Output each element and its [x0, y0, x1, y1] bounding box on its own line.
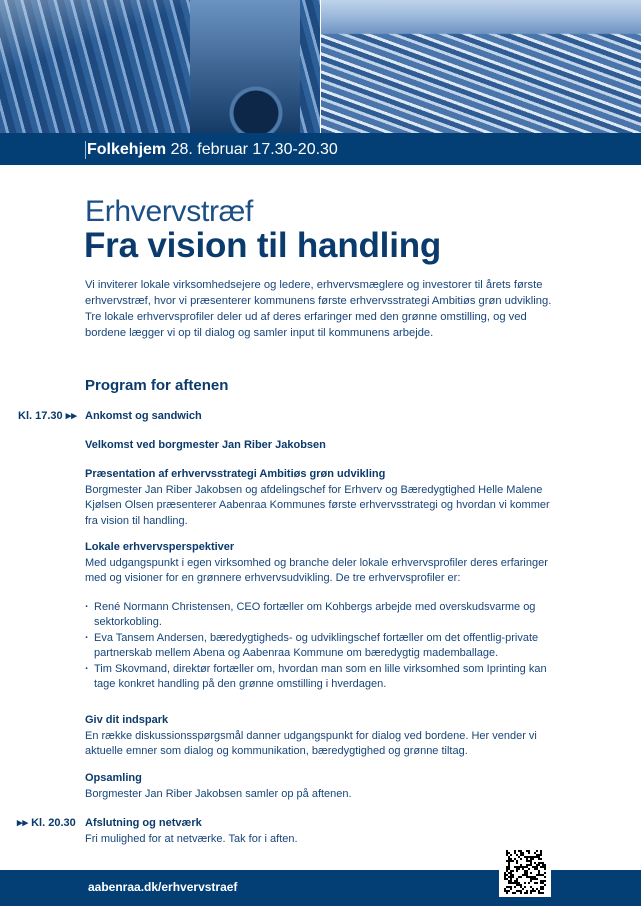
qr-module [526, 872, 528, 874]
qr-module [520, 854, 522, 856]
qr-module [506, 874, 508, 876]
qr-module [524, 892, 526, 894]
program-item [85, 713, 555, 760]
qr-module [530, 872, 532, 874]
program-item [85, 438, 555, 454]
qr-module [512, 892, 514, 894]
speaker-item: · Eva Tansem Andersen, bæredygtigheds- og udviklingschef fortæller om det offentlig-private partnerskab mellem Abena og Aabenraa Kommune om bæredygtig mademballage. [85, 631, 555, 662]
qr-module [534, 882, 536, 884]
qr-module [522, 854, 524, 856]
qr-module [504, 890, 506, 892]
qr-module [530, 876, 532, 878]
qr-module [536, 856, 538, 858]
qr-module [532, 856, 534, 858]
qr-module [536, 882, 538, 884]
qr-module [504, 888, 506, 890]
qr-module [520, 892, 522, 894]
qr-module [540, 880, 542, 882]
end-time: ▸▸ Kl. 20.30 [17, 817, 76, 829]
qr-module [504, 874, 506, 876]
qr-code[interactable] [499, 847, 551, 897]
qr-module [516, 880, 518, 882]
qr-module [538, 864, 540, 866]
qr-module [506, 892, 508, 894]
qr-module [528, 868, 530, 870]
program-item-heading: Præsentation af erhvervsstrategi Ambitiøs grøn udvikling [85, 468, 386, 480]
qr-module [510, 888, 512, 890]
qr-module [538, 892, 540, 894]
qr-module [510, 878, 512, 880]
qr-module [512, 882, 514, 884]
qr-module [534, 868, 536, 870]
qr-module [538, 858, 540, 860]
qr-module [506, 868, 508, 870]
qr-module [528, 850, 530, 852]
qr-module [538, 870, 540, 872]
header-photo-town [321, 0, 641, 133]
qr-module [506, 890, 508, 892]
qr-module [506, 850, 508, 852]
qr-module [526, 864, 528, 866]
program-item-text: En række diskussionsspørgsmål danner udgangspunkt for dialog ved bordene. Her vender vi aktuelle emner som dialog og kommunikation, bæredygtighed og grønne tiltag. [85, 729, 537, 757]
program-item [85, 409, 555, 425]
qr-module [542, 886, 544, 888]
qr-module [540, 852, 542, 854]
qr-module [536, 868, 538, 870]
qr-module [512, 870, 514, 872]
qr-module [530, 880, 532, 882]
qr-module [520, 852, 522, 854]
qr-module [520, 850, 522, 852]
qr-module [544, 876, 546, 878]
qr-module [540, 854, 542, 856]
qr-module [506, 878, 508, 880]
program-item [85, 540, 555, 693]
qr-module [512, 874, 514, 876]
program-item-text: Fri mulighed for at netværke. Tak for i aften. [85, 832, 298, 845]
qr-module [508, 886, 510, 888]
qr-module [506, 866, 508, 868]
qr-module [528, 864, 530, 866]
qr-module [524, 856, 526, 858]
qr-module [538, 856, 540, 858]
qr-module [520, 890, 522, 892]
qr-module [504, 876, 506, 878]
qr-module [528, 876, 530, 878]
qr-module [516, 870, 518, 872]
qr-module [508, 882, 510, 884]
qr-module [532, 890, 534, 892]
qr-module [530, 878, 532, 880]
qr-module [516, 884, 518, 886]
qr-module [518, 866, 520, 868]
truck-image [190, 0, 300, 133]
qr-module [536, 864, 538, 866]
qr-module [544, 866, 546, 868]
kicker: Erhvervstræf [85, 195, 254, 228]
qr-module [516, 854, 518, 856]
qr-module [544, 884, 546, 886]
qr-module [526, 874, 528, 876]
program-item-heading: Velkomst ved borgmester Jan Riber Jakobsen [85, 439, 326, 451]
program-item [85, 816, 555, 847]
qr-module [540, 892, 542, 894]
qr-module [522, 868, 524, 870]
event-info [85, 141, 338, 159]
qr-module [526, 892, 528, 894]
qr-module [508, 860, 510, 862]
qr-module [536, 866, 538, 868]
qr-module [534, 878, 536, 880]
qr-module [510, 858, 512, 860]
qr-module [530, 890, 532, 892]
qr-module [526, 860, 528, 862]
qr-module [508, 876, 510, 878]
qr-module [540, 862, 542, 864]
program-item [85, 467, 555, 529]
start-time: Kl. 17.30 ▸▸ [18, 410, 77, 422]
qr-module [528, 856, 530, 858]
qr-module [530, 892, 532, 894]
qr-module [510, 854, 512, 856]
qr-module [514, 880, 516, 882]
qr-module [514, 866, 516, 868]
program-item-text: Borgmester Jan Riber Jakobsen samler op på aftenen. [85, 787, 352, 800]
qr-module [536, 854, 538, 856]
qr-module [506, 870, 508, 872]
qr-module [510, 876, 512, 878]
qr-module [524, 866, 526, 868]
qr-module [544, 872, 546, 874]
qr-module [506, 886, 508, 888]
qr-module [524, 886, 526, 888]
qr-module [516, 868, 518, 870]
qr-module [536, 874, 538, 876]
qr-module [534, 876, 536, 878]
qr-module [534, 856, 536, 858]
qr-module [508, 872, 510, 874]
program-item [85, 771, 555, 802]
event-datetime: 28. februar 17.30-20.30 [170, 141, 338, 158]
qr-module [524, 870, 526, 872]
qr-module [510, 874, 512, 876]
footer-url-link[interactable]: aabenraa.dk/erhvervstraef [88, 880, 238, 894]
qr-module [524, 874, 526, 876]
qr-module [534, 862, 536, 864]
qr-module [512, 860, 514, 862]
qr-module [526, 858, 528, 860]
qr-module [540, 882, 542, 884]
qr-module [540, 886, 542, 888]
qr-module [542, 880, 544, 882]
qr-module [524, 882, 526, 884]
qr-module [522, 852, 524, 854]
qr-module [530, 860, 532, 862]
qr-module [530, 856, 532, 858]
qr-module [520, 886, 522, 888]
qr-module [510, 870, 512, 872]
page-title: Fra vision til handling [84, 226, 442, 265]
qr-module [518, 884, 520, 886]
qr-module [510, 882, 512, 884]
qr-module [510, 886, 512, 888]
program-item-text: Med udgangspunkt i egen virksomhed og branche deler lokale erhvervsprofiler deres erfaringer med og visioner for en grønnere erhvervsudvikling. De tre erhvervsprofiler er: [85, 556, 548, 584]
program-item-heading: Opsamling [85, 772, 142, 784]
qr-module [508, 866, 510, 868]
qr-module [526, 870, 528, 872]
qr-module [522, 866, 524, 868]
qr-module [508, 856, 510, 858]
qr-module [514, 892, 516, 894]
qr-module [504, 878, 506, 880]
qr-module [518, 868, 520, 870]
qr-module [506, 854, 508, 856]
qr-module [520, 876, 522, 878]
qr-module [516, 862, 518, 864]
qr-module [534, 866, 536, 868]
qr-module [542, 864, 544, 866]
qr-module [516, 882, 518, 884]
qr-module [526, 890, 528, 892]
qr-module [530, 862, 532, 864]
qr-module [506, 860, 508, 862]
qr-module [538, 872, 540, 874]
qr-module [512, 876, 514, 878]
qr-module [530, 886, 532, 888]
qr-module [538, 862, 540, 864]
qr-module [514, 882, 516, 884]
speaker-list [85, 600, 555, 693]
qr-module [520, 864, 522, 866]
qr-module [510, 880, 512, 882]
event-location: Folkehjem [87, 141, 167, 158]
qr-module [540, 888, 542, 890]
qr-module [542, 892, 544, 894]
qr-module [540, 850, 542, 852]
qr-module [536, 888, 538, 890]
qr-module [538, 854, 540, 856]
qr-module [508, 862, 510, 864]
qr-module [510, 860, 512, 862]
qr-module [516, 890, 518, 892]
qr-module [516, 866, 518, 868]
qr-module [542, 888, 544, 890]
qr-module [508, 852, 510, 854]
qr-module [514, 852, 516, 854]
qr-module [528, 852, 530, 854]
speaker-item: · Tim Skovmand, direktør fortæller om, hvordan man som en lille virksomhed som Iprinting kan tage konkret handling på den grønne omstilling i hverdagen. [85, 662, 555, 693]
qr-module [540, 858, 542, 860]
qr-module [508, 880, 510, 882]
qr-module [534, 890, 536, 892]
qr-module [544, 880, 546, 882]
qr-module [518, 890, 520, 892]
intro-text: Vi inviterer lokale virksomhedsejere og ledere, erhvervsmæglere og investorer til årets første erhvervstræf, hvor vi præsenterer kommunens første erhvervsstrategi Ambitiøs grøn udvikling. Tre lokale erhvervsprofiler deler ud af deres erfaringer med den grønne omstilling, og ved bordene lægger vi op til dialog og samler input til kommunens arbejde. [85, 279, 552, 339]
qr-module [518, 882, 520, 884]
qr-module [526, 866, 528, 868]
program-item-heading: Ankomst og sandwich [85, 410, 202, 422]
qr-module [530, 858, 532, 860]
qr-module [522, 888, 524, 890]
qr-module [528, 860, 530, 862]
qr-module [528, 882, 530, 884]
qr-module [506, 852, 508, 854]
speaker-item: · René Normann Christensen, CEO fortæller om Kohbergs arbejde med overskudsvarme og sektorkobling. [85, 600, 555, 631]
qr-module [508, 864, 510, 866]
qr-module [518, 856, 520, 858]
qr-module [522, 874, 524, 876]
header-photo-harbor [0, 0, 320, 133]
qr-module [516, 860, 518, 862]
qr-module [542, 866, 544, 868]
qr-module [532, 858, 534, 860]
qr-module [514, 858, 516, 860]
qr-module [508, 868, 510, 870]
qr-module [520, 884, 522, 886]
qr-module [538, 874, 540, 876]
qr-module [518, 850, 520, 852]
qr-module [542, 874, 544, 876]
qr-module [542, 882, 544, 884]
qr-module [514, 886, 516, 888]
qr-module [540, 866, 542, 868]
qr-module [520, 858, 522, 860]
qr-module [520, 866, 522, 868]
qr-module [544, 864, 546, 866]
qr-module [536, 850, 538, 852]
qr-module [544, 868, 546, 870]
qr-module [534, 852, 536, 854]
qr-module [524, 872, 526, 874]
program-item-text: Borgmester Jan Riber Jakobsen og afdelingschef for Erhverv og Bæredygtighed Helle Malene Kjølsen Olsen præsenterer Aabenraa Kommunes første erhvervsstrategi og hvordan vi kommer fra vision til handling. [85, 483, 550, 527]
program-item-heading: Afslutning og netværk [85, 817, 202, 829]
qr-module [532, 878, 534, 880]
program-title: Program for aftenen [85, 377, 229, 394]
qr-module [532, 876, 534, 878]
qr-module [510, 872, 512, 874]
qr-module [536, 878, 538, 880]
qr-module [514, 850, 516, 852]
qr-module [516, 878, 518, 880]
qr-module [538, 890, 540, 892]
qr-module [526, 856, 528, 858]
qr-module [530, 864, 532, 866]
qr-module [526, 850, 528, 852]
qr-module [542, 862, 544, 864]
qr-module [532, 866, 534, 868]
qr-module [518, 876, 520, 878]
program-item-heading: Lokale erhvervsperspektiver [85, 541, 235, 553]
program-item-heading: Giv dit indspark [85, 714, 169, 726]
qr-module [504, 872, 506, 874]
qr-module [508, 890, 510, 892]
qr-module [532, 888, 534, 890]
qr-module [526, 876, 528, 878]
qr-module [540, 874, 542, 876]
qr-module [508, 858, 510, 860]
